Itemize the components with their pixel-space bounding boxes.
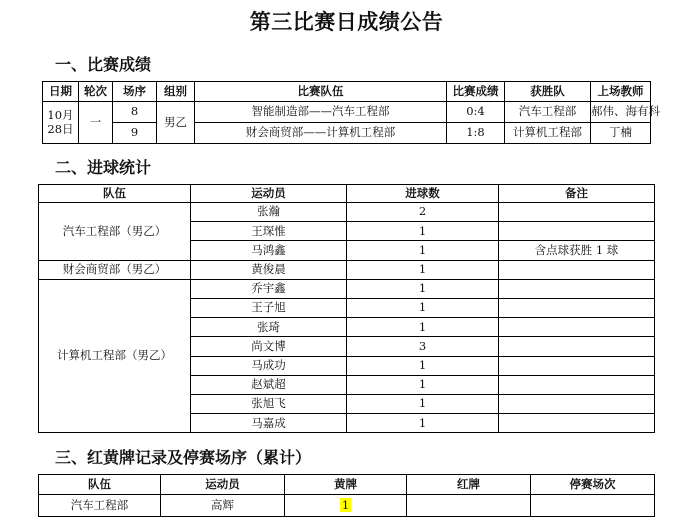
match-date: 10月28日: [43, 102, 79, 144]
header-date: 日期: [43, 82, 79, 102]
goal-count: 3: [347, 337, 499, 356]
player-name: 乔宇鑫: [191, 279, 347, 298]
match-score: 0:4: [447, 102, 505, 123]
header-yellow: 黄牌: [285, 475, 407, 495]
goal-note: [499, 298, 655, 317]
match-order: 9: [113, 123, 157, 144]
results-table: [42, 81, 660, 144]
player-name: 张瀚: [191, 203, 347, 222]
team-name: 计算机工程部（男乙）: [39, 279, 191, 433]
table-row: [43, 123, 651, 144]
goal-count: 1: [347, 222, 499, 241]
header-player: 运动员: [191, 185, 347, 203]
suspension-count: [531, 495, 655, 517]
header-order: 场序: [113, 82, 157, 102]
yellow-card-cell: [285, 495, 407, 517]
goals-table: [38, 184, 655, 433]
header-goals: 进球数: [347, 185, 499, 203]
section-heading-results: 一、比赛成绩: [55, 55, 152, 74]
match-winner: 汽车工程部: [505, 102, 591, 123]
header-player: 运动员: [161, 475, 285, 495]
goal-count: 2: [347, 203, 499, 222]
table-row: [39, 279, 655, 298]
header-score: 比赛成绩: [447, 82, 505, 102]
card-team: 汽车工程部: [39, 495, 161, 517]
match-order: 8: [113, 102, 157, 123]
team-name: 财会商贸部（男乙）: [39, 260, 191, 279]
header-winner: 获胜队: [505, 82, 591, 102]
table-row: [39, 495, 655, 517]
goal-count: 1: [347, 375, 499, 394]
goal-note: [499, 337, 655, 356]
goal-count: 1: [347, 414, 499, 433]
header-team: 队伍: [39, 185, 191, 203]
match-teachers: 丁楠: [591, 123, 651, 144]
match-group: 男乙: [157, 102, 195, 144]
goal-note: [499, 260, 655, 279]
section-heading-cards: 三、红黄牌记录及停赛场序（累计）: [55, 448, 312, 467]
goal-note: [499, 375, 655, 394]
header-round: 轮次: [79, 82, 113, 102]
header-teams: 比赛队伍: [195, 82, 447, 102]
header-red: 红牌: [407, 475, 531, 495]
goal-count: 1: [347, 260, 499, 279]
cards-header-row: [39, 475, 655, 495]
goal-count: 1: [347, 298, 499, 317]
table-row: [39, 203, 655, 222]
results-header-row: [43, 82, 651, 102]
goal-note: [499, 356, 655, 375]
section-heading-goals: 二、进球统计: [55, 158, 152, 177]
page-title: 第三比赛日成绩公告: [249, 10, 444, 34]
table-row: [43, 102, 651, 123]
goal-note: [499, 203, 655, 222]
goal-note: 含点球获胜 1 球: [499, 241, 655, 260]
player-name: 张琦: [191, 318, 347, 337]
goal-count: 1: [347, 241, 499, 260]
player-name: 赵斌超: [191, 375, 347, 394]
card-player: 高辉: [161, 495, 285, 517]
goal-count: 1: [347, 356, 499, 375]
player-name: 王琛惟: [191, 222, 347, 241]
goals-header-row: [39, 185, 655, 203]
match-teachers: 郝伟、海有科: [591, 102, 651, 123]
header-group: 组别: [157, 82, 195, 102]
match-teams: 智能制造部——汽车工程部: [195, 102, 447, 123]
match-winner: 计算机工程部: [505, 123, 591, 144]
cards-table: [38, 474, 655, 517]
goal-note: [499, 279, 655, 298]
match-round: 一: [79, 102, 113, 144]
yellow-card-count: 1: [341, 497, 350, 512]
goal-count: 1: [347, 394, 499, 413]
player-name: 王子旭: [191, 298, 347, 317]
header-suspension: 停赛场次: [531, 475, 655, 495]
goal-count: 1: [347, 318, 499, 337]
match-score: 1:8: [447, 123, 505, 144]
header-teachers: 上场教师: [591, 82, 651, 102]
player-name: 黄俊晨: [191, 260, 347, 279]
team-name: 汽车工程部（男乙）: [39, 203, 191, 261]
goal-note: [499, 414, 655, 433]
player-name: 马嘉成: [191, 414, 347, 433]
goal-note: [499, 394, 655, 413]
player-name: 尚文博: [191, 337, 347, 356]
player-name: 马鸿鑫: [191, 241, 347, 260]
goal-note: [499, 318, 655, 337]
goal-count: 1: [347, 279, 499, 298]
goal-note: [499, 222, 655, 241]
header-team: 队伍: [39, 475, 161, 495]
player-name: 张旭飞: [191, 394, 347, 413]
table-row: [39, 260, 655, 279]
match-teams: 财会商贸部——计算机工程部: [195, 123, 447, 144]
player-name: 马成功: [191, 356, 347, 375]
red-card-count: [407, 495, 531, 517]
header-note: 备注: [499, 185, 655, 203]
